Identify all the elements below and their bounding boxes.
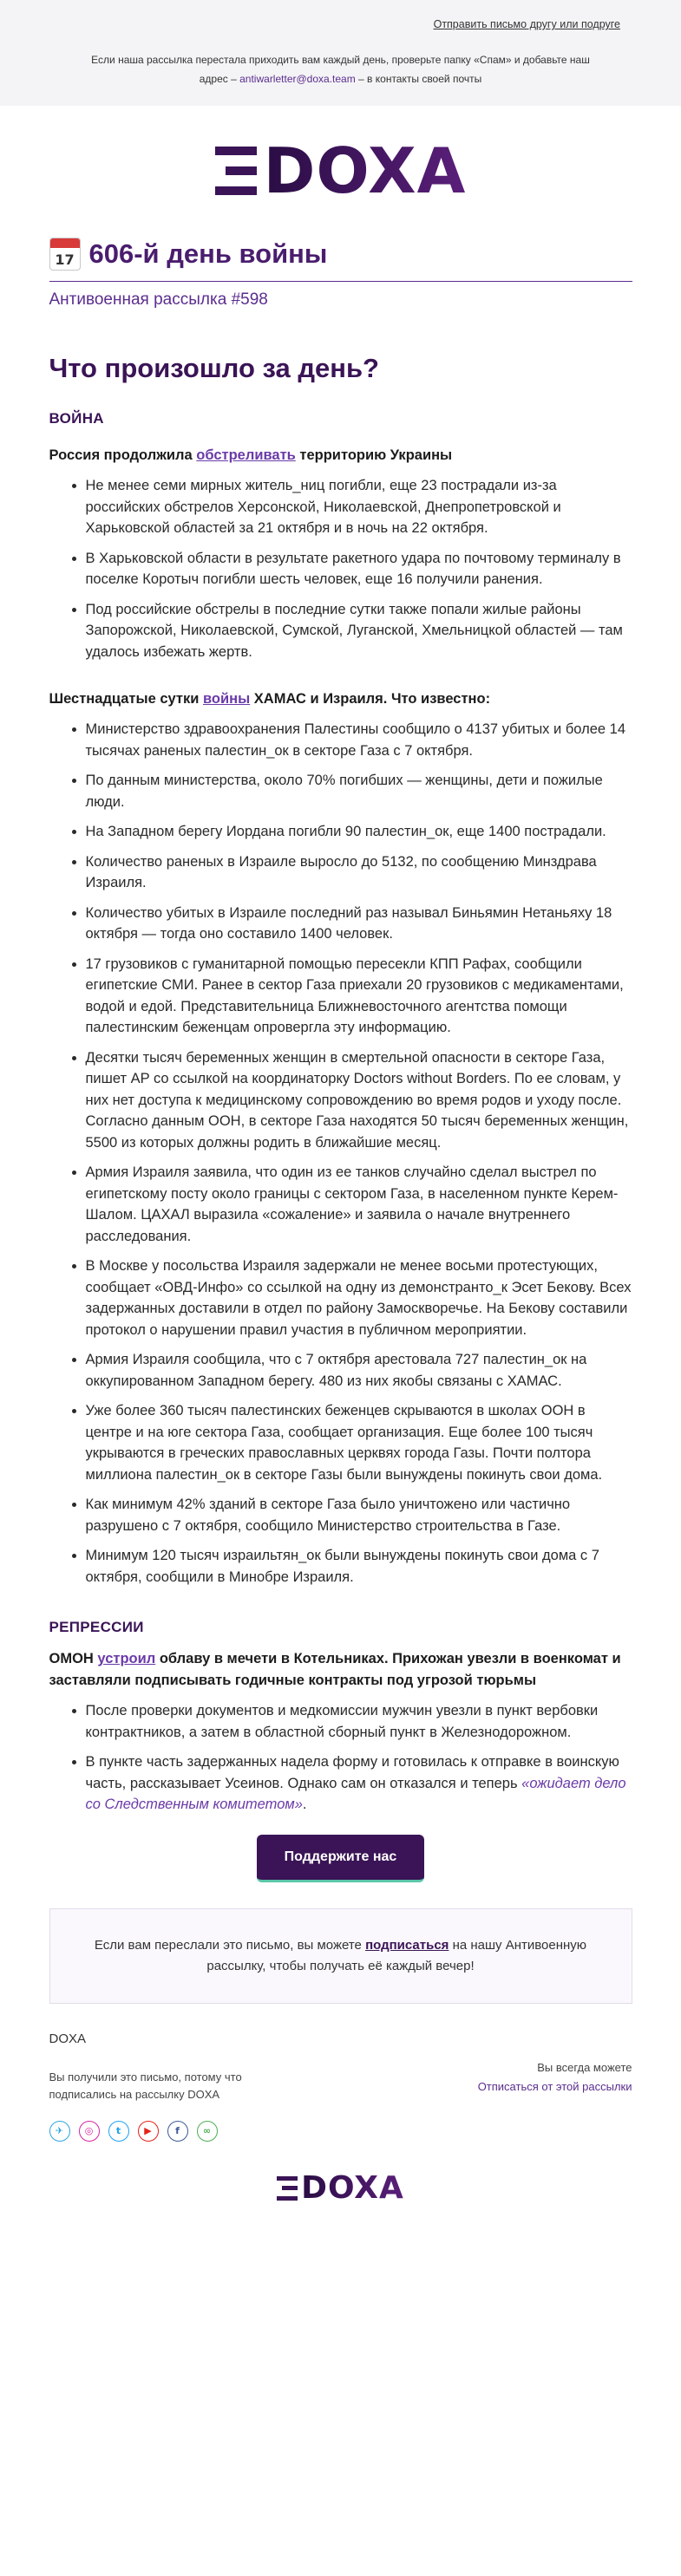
war-israel-list xyxy=(49,719,632,1588)
list-item: • После проверки документов и медкомиссии мужчин увезли в пункт вербовки контрактников, а затем в областной сборный пункт в Железнодорожном. xyxy=(86,1700,632,1743)
list-item: • На Западном берегу Иордана погибли 90 палестин_ок, еще 1400 пострадали. xyxy=(86,821,632,843)
footer-brand: DOXA xyxy=(49,2031,87,2046)
forward-to-friend-link[interactable]: Отправить письмо другу или подруге xyxy=(433,18,620,30)
war-lead-ukraine: Россия продолжила обстреливать территорию Украины xyxy=(49,447,453,463)
list-item: • В Харьковской области в результате ракетного удара по почтовому терминалу в поселке Коротыч погибли шесть человек, еще 16 получили ранения. xyxy=(86,548,632,590)
war-lead-israel: Шестнадцатые сутки войны ХАМАС и Израиля. Что известно: xyxy=(49,691,491,707)
preheader xyxy=(0,0,681,106)
list-item: • Министерство здравоохранения Палестины сообщило о 4137 убитых и более 14 тысячах раненых палестин_ок в секторе Газа с 7 октября. xyxy=(86,719,632,761)
twitter-icon[interactable]: t xyxy=(108,2121,129,2142)
content xyxy=(49,236,632,2239)
list-item: • Под российские обстрелы в последние сутки также попали жилые районы Запорожской, Николаевской, Сумской, Луганской, Хмельницкой областей — там удалось избежать жертв. xyxy=(86,599,632,663)
list-item: • Количество раненых в Израиле выросло до 5132, по сообщению Минздрава Израиля. xyxy=(86,851,632,894)
telegram-icon[interactable]: ✈ xyxy=(49,2121,70,2142)
subscribe-link[interactable]: подписаться xyxy=(365,1937,449,1953)
section-label-repression: РЕПРЕССИИ xyxy=(49,1619,144,1635)
list-item: • 17 грузовиков с гуманитарной помощью пересекли КПП Рафах, сообщили египетские СМИ. Ранее в сектор Газа приехали 20 грузовиков с медикаментами, водой и едой. Представительница Ближневосточного агентства помощи палестинским беженцам опровергла эту информацию. xyxy=(86,954,632,1039)
footer-right-text: Вы всегда можете xyxy=(537,2060,632,2074)
social-links xyxy=(49,2121,632,2142)
doxa-logo-text: DOXA xyxy=(263,134,467,207)
war-link[interactable]: войны xyxy=(203,691,251,707)
footer-unsubscribe-block xyxy=(478,2058,632,2103)
list-item: • Десятки тысяч беременных женщин в смертельной опасности в секторе Газа, пишет AP со ссылкой на координаторку Doctors without Borders. По ее словам, у них нет доступа к медицинскому сопровождению во время родов и уходу после. Согласно данным ООН, в секторе Газа находятся 50 тысяч беременных женщин, 5500 из которых должны родить в ближайшие месяц. xyxy=(86,1047,632,1154)
list-item: • В Москве у посольства Израиля задержали не менее восьми протестующих, сообщает «ОВД-Инфо» со ссылкой на одну из демонстранто_к Эсет Бекову. Всех задержанных доставили в отдел по району Замоскворечье. На Бекову составили протокол о нарушении правил участия в публичном мероприятии. xyxy=(86,1255,632,1340)
footer-subscription-reason: Вы получили это письмо, потому что подписались на рассылку DOXA xyxy=(49,2070,242,2101)
forwarded-subscribe-box: Если вам переслали это письмо, вы можете подписаться на нашу Антивоенную рассылку, чтобы получать её каждый вечер! xyxy=(49,1908,632,2004)
quote-emphasis: «ожидает дело со Следственным комитетом» xyxy=(85,1775,626,1812)
support-us-button[interactable]: Поддержите нас xyxy=(257,1835,425,1882)
spam-notice-text-before: Если наша рассылка перестала приходить вам каждый день, проверьте папку «Спам» и добавьте наш адрес – xyxy=(91,54,590,85)
footer-logo xyxy=(49,2169,632,2206)
spam-notice-text-after: – в контакты своей почты xyxy=(355,73,482,85)
list-item: • Армия Израиля заявила, что один из ее танков случайно сделал выстрел по египетскому посту около границы с сектором Газа, в населенном пункте Керем-Шалом. ЦАХАЛ выразила «сожаление» и заявила о начале внутреннего расследования. xyxy=(86,1162,632,1247)
list-item: • В пункте часть задержанных надела форму и готовилась к отправке в воинскую часть, рассказывает Усеинов. Однако сам он отказался и теперь «ожидает дело со Следственным комитетом». xyxy=(86,1751,632,1816)
header-logo xyxy=(0,106,681,236)
footer xyxy=(49,2031,632,2142)
list-item: • Не менее семи мирных житель_ниц погибли, еще 23 пострадали из-за российских обстрелов Херсонской, Николаевской, Днепропетровской и Харьковской областей за 21 октября и в ночь на 22 октября. xyxy=(86,475,632,539)
page-title xyxy=(49,236,632,271)
day-counter-title: 606-й день войны xyxy=(88,238,328,269)
shelling-link[interactable]: обстреливать xyxy=(196,447,296,463)
title-divider xyxy=(49,281,632,282)
list-item: • Как минимум 42% зданий в секторе Газа было уничтожено или частично разрушено с 7 октября, сообщило Министерство строительства в Газе. xyxy=(86,1494,632,1536)
war-ukraine-list xyxy=(49,475,632,662)
facebook-icon[interactable]: f xyxy=(167,2121,188,2142)
cta-wrapper xyxy=(49,1835,632,1882)
repression-list xyxy=(49,1700,632,1816)
doxa-logo-mark-icon xyxy=(215,147,257,195)
raid-link[interactable]: устроил xyxy=(97,1651,156,1666)
link-icon[interactable]: ∞ xyxy=(197,2121,218,2142)
issue-subtitle: Антивоенная рассылка #598 xyxy=(49,290,268,309)
list-item: • По данным министерства, около 70% погибших — женщины, дети и пожилые люди. xyxy=(86,770,632,812)
instagram-icon[interactable]: ◎ xyxy=(79,2121,100,2142)
newsletter-email-link[interactable]: antiwarletter@doxa.team xyxy=(239,73,356,85)
unsubscribe-link[interactable]: Отписаться от этой рассылки xyxy=(477,2079,632,2093)
list-item: • Количество убитых в Израиле последний раз называл Биньямин Нетаньяху 18 октября — тогда оно составило 1400 человек. xyxy=(86,903,632,945)
youtube-icon[interactable]: ▶ xyxy=(138,2121,159,2142)
repression-lead: ОМОН устроил облаву в мечети в Котельниках. Прихожан увезли в военкомат и заставляли подписывать годичные контракты под угрозой тюрьмы xyxy=(49,1651,621,1688)
section-label-war: ВОЙНА xyxy=(49,410,104,427)
calendar-icon: 17 xyxy=(49,238,81,271)
list-item: • Минимум 120 тысяч израильтян_ок были вынуждены покинуть свои дома с 7 октября, сообщили в Минобре Израиля. xyxy=(86,1545,632,1588)
doxa-logo-mark-icon xyxy=(277,2176,298,2201)
list-item: • Уже более 360 тысяч палестинских беженцев скрываются в школах ООН в центре и на юге сектора Газа, сообщает организация. Еще более 100 тысяч укрываются в греческих православных церквях города Газы. Почти полтора миллиона палестин_ок в секторе Газы были вынуждены покинуть свои дома. xyxy=(86,1400,632,1485)
list-item: • Армия Израиля сообщила, что с 7 октября арестовала 727 палестин_ок на оккупированном Западном берегу. 480 из них якобы связаны с ХАМАС. xyxy=(86,1349,632,1392)
footer-logo-text: DOXA xyxy=(301,2169,404,2206)
spam-notice xyxy=(87,50,594,88)
main-heading: Что произошло за день? xyxy=(49,353,379,383)
